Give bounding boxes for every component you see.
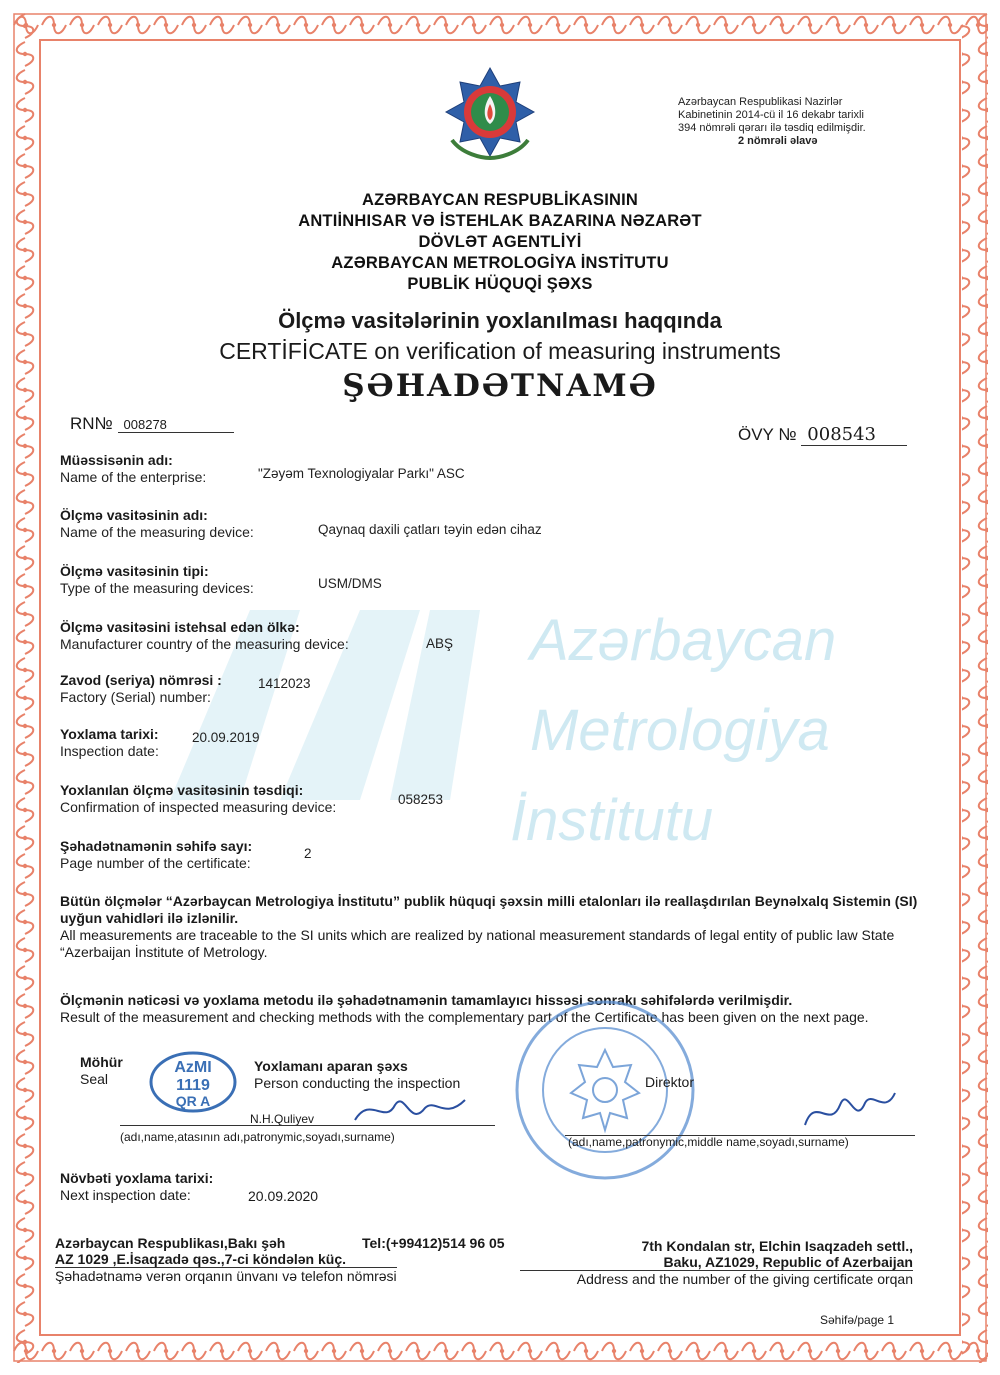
field-device-name bbox=[60, 507, 254, 541]
field-page-count bbox=[60, 838, 252, 872]
seal-label-az: Möhür bbox=[80, 1054, 123, 1070]
ovy-label: ÖVY № bbox=[738, 425, 797, 444]
field-label-en: Name of the enterprise: bbox=[60, 469, 207, 485]
ovy-value: 008543 bbox=[801, 424, 907, 446]
decree-line2: Kabinetinin 2014-cü il 16 dekabr tarixli bbox=[678, 109, 864, 121]
field-confirmation bbox=[60, 782, 336, 816]
decree-note bbox=[678, 96, 866, 148]
rn-label: RN№ bbox=[70, 414, 113, 433]
page-number: Səhifə/page 1 bbox=[820, 1313, 895, 1327]
device-name-value: Qaynaq daxili çatları təyin edən cihaz bbox=[318, 522, 542, 537]
field-label-az: Yoxlama tarixi: bbox=[60, 726, 159, 742]
decree-line1: Azərbaycan Respublikasi Nazirlər bbox=[678, 96, 843, 108]
results-en: Result of the measurement and checking methods with the complementary part of the Certificate has been given on the next page. bbox=[60, 1009, 869, 1025]
stamp-line2: 1119 bbox=[176, 1077, 210, 1094]
inspector-caption: (adı,name,atasının adı,patronymic,soyadı,surname) bbox=[120, 1130, 395, 1144]
footer-phone: Tel:(+99412)514 96 05 bbox=[362, 1235, 505, 1251]
footer-right-line3: Address and the number of the giving certificate orqan bbox=[576, 1271, 913, 1287]
field-label-az: Ölçmə vasitəsini istehsal edən ölkə: bbox=[60, 619, 300, 635]
footer-address-az bbox=[55, 1235, 397, 1284]
inspection-date-value: 20.09.2019 bbox=[192, 730, 260, 745]
issuer-header bbox=[0, 190, 1000, 295]
next-inspection bbox=[60, 1170, 213, 1204]
manufacturer-country-value: ABŞ bbox=[426, 636, 454, 651]
traceability-en: All measurements are traceable to the SI units which are realized by national measurement standards of legal entity of public law State “Azerbaijan İnstitute of Metrology. bbox=[60, 927, 895, 960]
field-label-az: Müəssisənin adı: bbox=[60, 452, 173, 468]
next-inspection-en: Next inspection date: bbox=[60, 1187, 191, 1203]
inspector-label bbox=[254, 1058, 460, 1092]
stamp-line1: AzMI bbox=[174, 1059, 212, 1076]
director-signature bbox=[800, 1085, 900, 1135]
inspector-name: N.H.Quliyev bbox=[250, 1112, 315, 1126]
inspector-label-en: Person conducting the inspection bbox=[254, 1075, 461, 1091]
watermark-line2: Metrologiya bbox=[530, 698, 830, 763]
field-manufacturer-country bbox=[60, 619, 349, 653]
field-serial-number bbox=[60, 672, 222, 706]
field-label-az: Ölçmə vasitəsinin adı: bbox=[60, 507, 208, 523]
field-label-en: Confirmation of inspected measuring device: bbox=[60, 799, 337, 815]
field-inspection-date bbox=[60, 726, 159, 760]
footer-left-line3: Şəhadətnamə verən orqanın ünvanı və telefon nömrəsi bbox=[55, 1268, 397, 1284]
serial-number-value: 1412023 bbox=[258, 676, 311, 691]
enterprise-value: "Zəyəm Texnologiyalar Parkı" ASC bbox=[258, 466, 465, 481]
header-line1: AZƏRBAYCAN RESPUBLİKASININ bbox=[361, 191, 638, 209]
results-statement bbox=[60, 992, 920, 1026]
decree-line3: 394 nömrəli qərarı ilə təsdiq edilmişdir. bbox=[678, 122, 866, 134]
header-line2: ANTIİNHISAR VƏ İSTEHLAK BAZARINA NƏZARƏT bbox=[298, 212, 702, 230]
field-enterprise bbox=[60, 452, 206, 486]
next-inspection-value: 20.09.2020 bbox=[248, 1188, 319, 1204]
field-label-az: Şəhadətnamənin səhifə sayı: bbox=[60, 838, 253, 854]
traceability-statement bbox=[60, 893, 920, 961]
traceability-az: Bütün ölçmələr “Azərbaycan Metrologiya İnstitutu” publik hüquqi şəxsin milli etalonları ilə reallaşdırılan Beynəlxalq Sistemin (SI) uyğun vahidləri ilə izlənilir. bbox=[60, 893, 918, 926]
results-az: Ölçmənin nəticəsi və yoxlama metodu ilə şəhadətnamənin tamamlayıcı hissəsi sonrakı səhifələrdə verilmişdir. bbox=[60, 992, 793, 1008]
footer-left-line2: AZ 1029 ,E.İsaqzadə qəs.,7-ci köndələn küç. bbox=[55, 1251, 397, 1268]
next-inspection-az: Növbəti yoxlama tarixi: bbox=[60, 1170, 214, 1186]
field-label-en: Page number of the certificate: bbox=[60, 855, 251, 871]
page-count-value: 2 bbox=[304, 846, 312, 861]
field-label-en: Inspection date: bbox=[60, 743, 159, 759]
inspector-signature-line bbox=[120, 1125, 495, 1126]
director-label: Direktor bbox=[645, 1074, 695, 1090]
watermark-line1: Azərbaycan bbox=[530, 608, 837, 673]
header-line3: DÖVLƏT AGENTLİYİ bbox=[418, 233, 582, 251]
official-round-stamp bbox=[505, 995, 705, 1185]
inspector-label-az: Yoxlamanı aparan şəxs bbox=[254, 1058, 408, 1074]
institute-watermark bbox=[470, 590, 870, 890]
device-type-value: USM/DMS bbox=[318, 576, 382, 591]
seal-label bbox=[80, 1054, 123, 1088]
footer-address-en bbox=[520, 1238, 913, 1287]
seal-label-en: Seal bbox=[80, 1071, 109, 1087]
certificate-title: ŞƏHADƏTNAMƏ bbox=[342, 368, 658, 404]
field-label-az: Yoxlanılan ölçmə vasitəsinin təsdiqi: bbox=[60, 782, 304, 798]
ovy-number bbox=[738, 424, 907, 446]
field-label-en: Name of the measuring device: bbox=[60, 524, 254, 540]
stamp-line3: QR A bbox=[175, 1093, 211, 1109]
field-label-en: Type of the measuring devices: bbox=[60, 580, 254, 596]
state-emblem-icon bbox=[442, 62, 538, 162]
footer-right-line1: 7th Kondalan str, Elchin Isaqzadeh settl., bbox=[641, 1238, 913, 1254]
header-line4: AZƏRBAYCAN METROLOGİYA İNSTİTUTU bbox=[331, 254, 669, 272]
director-caption: (adı,name,patronymic,middle name,soyadı,surname) bbox=[568, 1135, 849, 1149]
field-label-az: Zavod (seriya) nömrəsi : bbox=[60, 672, 222, 688]
decree-line4: 2 nömrəli əlavə bbox=[738, 135, 818, 147]
rn-number bbox=[70, 414, 234, 434]
watermark-line3: İnstitutu bbox=[510, 788, 714, 853]
verification-stamp bbox=[148, 1050, 238, 1114]
inspector-signature bbox=[350, 1090, 470, 1130]
footer-right-line2: Baku, AZ1029, Republic of Azerbaijan bbox=[520, 1254, 913, 1271]
confirmation-value: 058253 bbox=[398, 792, 444, 807]
field-label-en: Manufacturer country of the measuring device: bbox=[60, 636, 349, 652]
title-english: CERTİFİCATE on verification of measuring instruments bbox=[219, 338, 781, 364]
rn-value: 008278 bbox=[118, 417, 234, 433]
field-label-en: Factory (Serial) number: bbox=[60, 689, 211, 705]
footer-left-line1: Azərbaycan Respublikası,Bakı şəh bbox=[55, 1235, 286, 1251]
header-line5: PUBLİK HÜQUQİ ŞƏXS bbox=[407, 275, 593, 293]
title-azerbaijani: Ölçmə vasitələrinin yoxlanılması haqqında bbox=[278, 308, 722, 333]
field-label-az: Ölçmə vasitəsinin tipi: bbox=[60, 563, 209, 579]
field-device-type bbox=[60, 563, 254, 597]
